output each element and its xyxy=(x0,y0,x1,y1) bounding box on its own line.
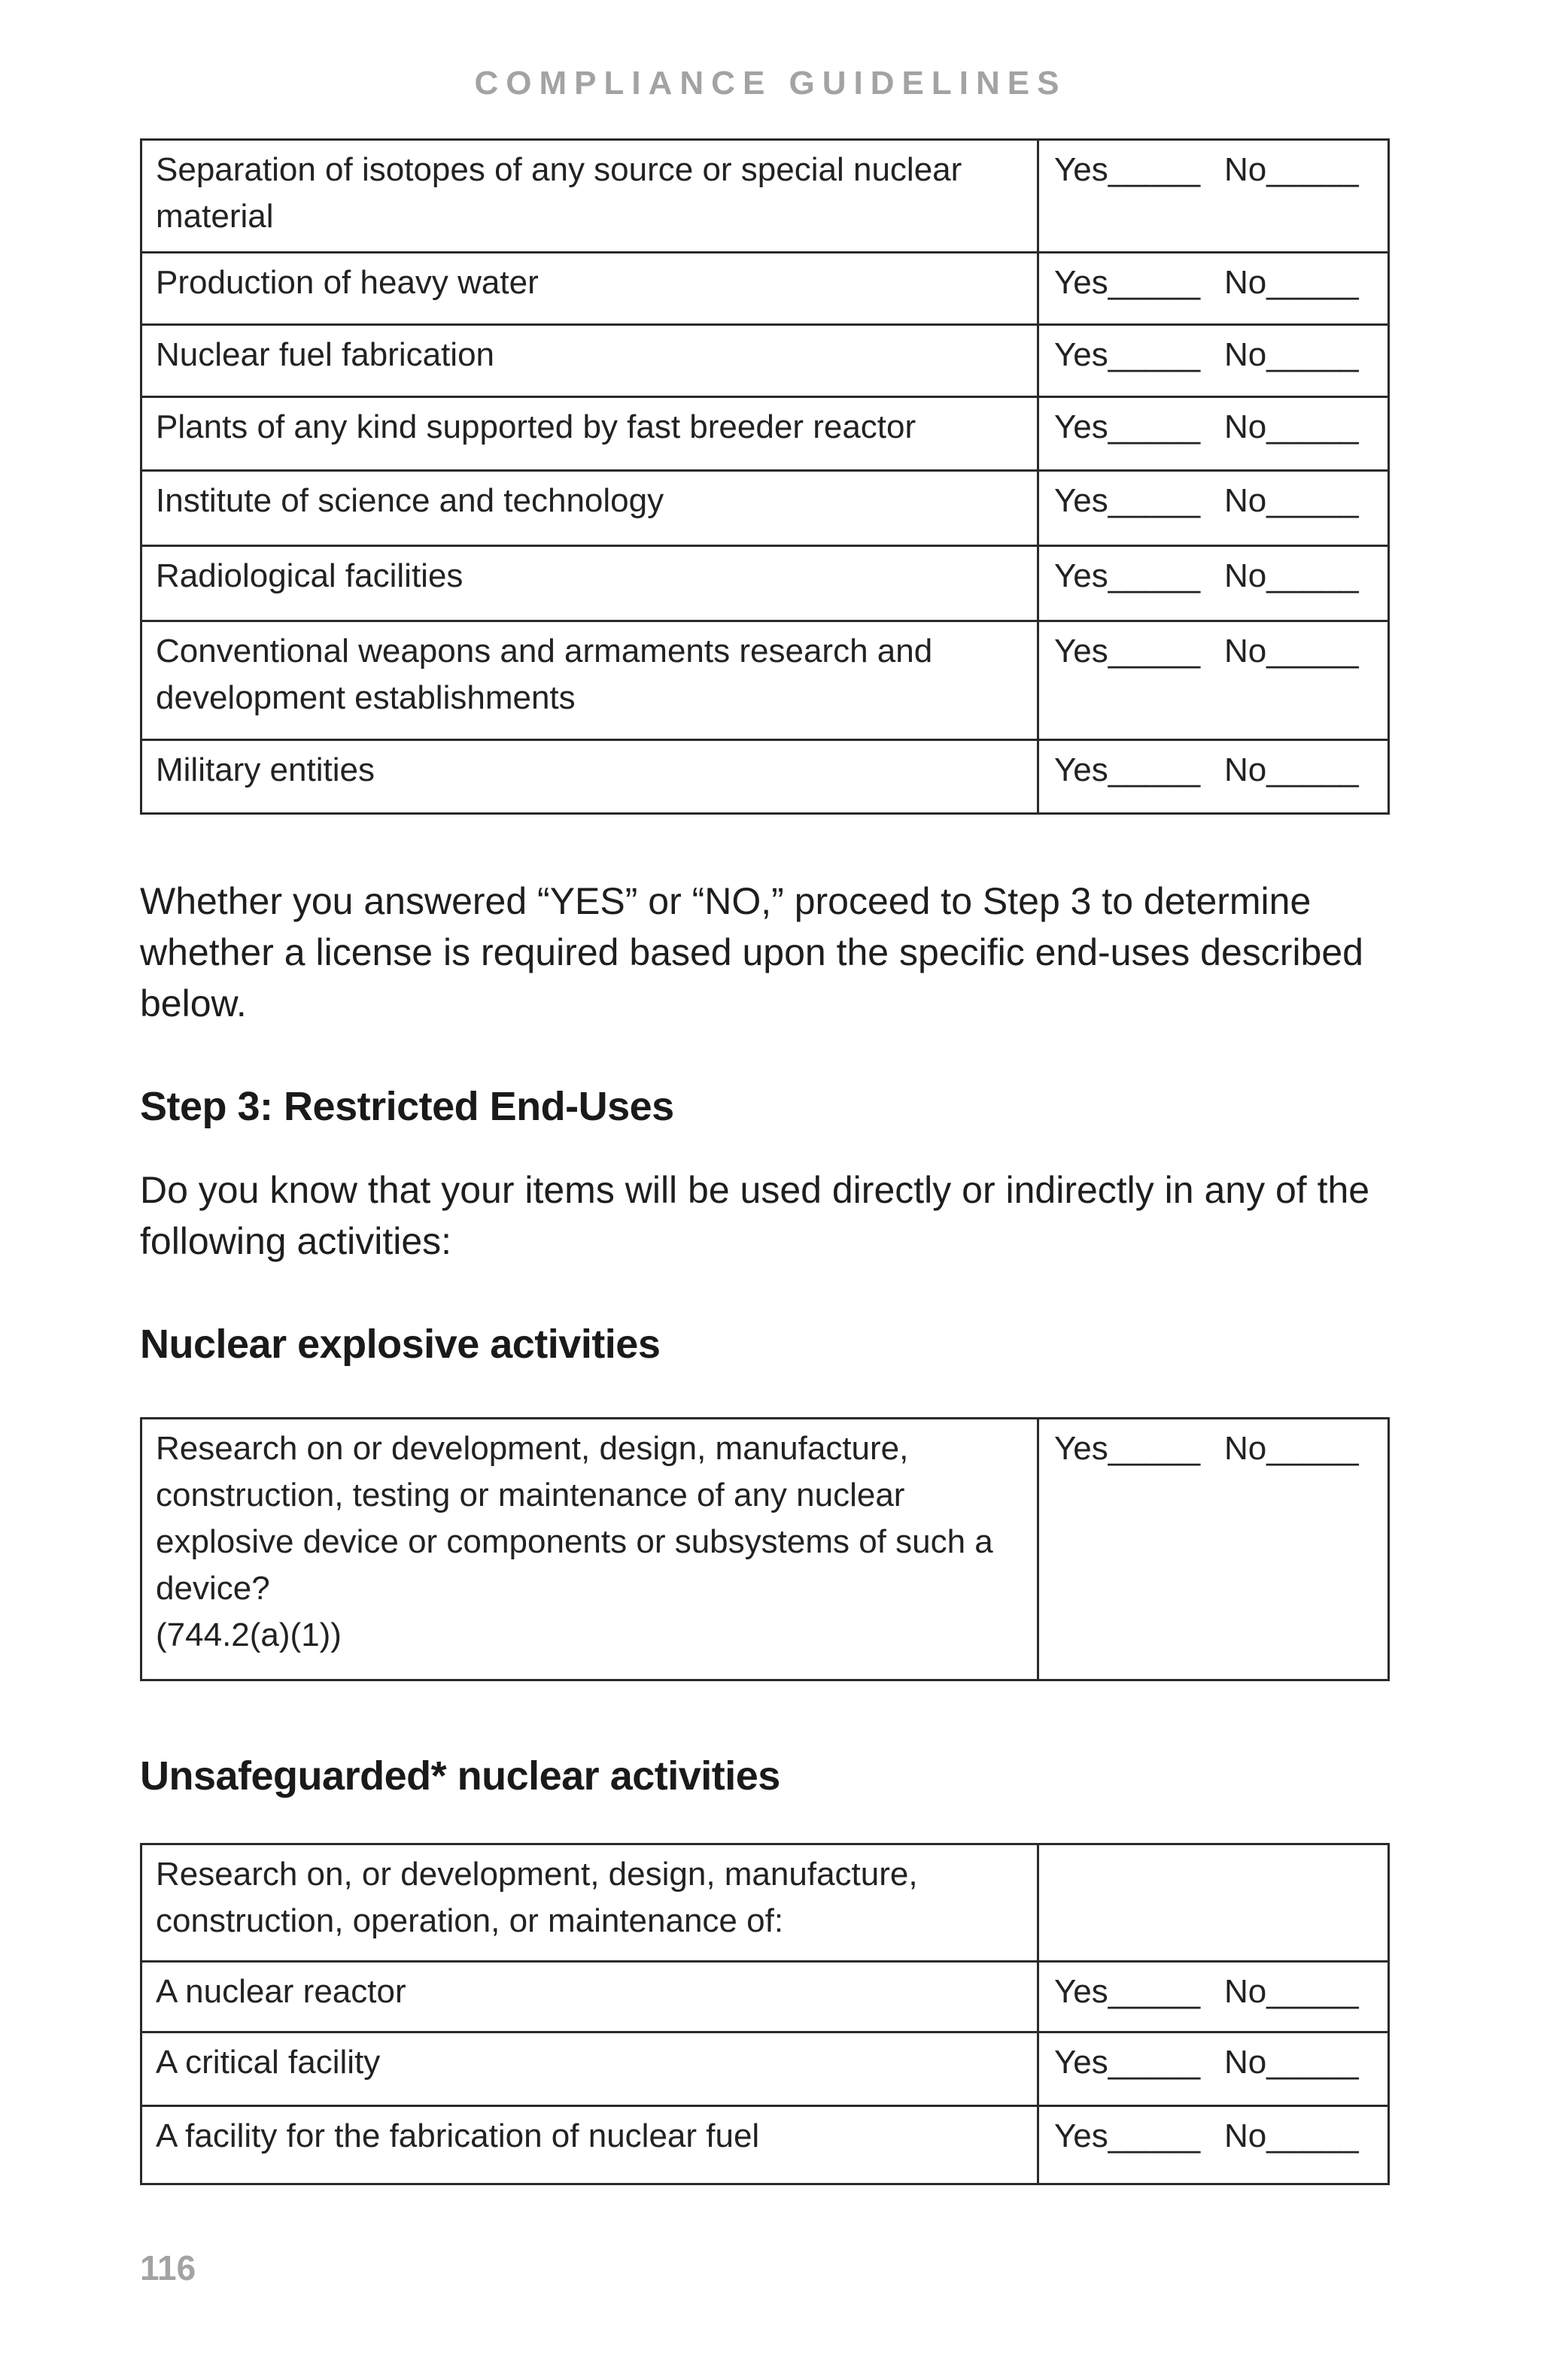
unsafeguarded-heading: Unsafeguarded* nuclear activities xyxy=(140,1753,780,1799)
yes-option[interactable]: Yes_____ xyxy=(1054,751,1201,788)
row-question xyxy=(141,1419,1038,1680)
yes-option[interactable]: Yes_____ xyxy=(1054,557,1201,594)
yes-no-cell xyxy=(1038,397,1389,471)
row-question: A critical facility xyxy=(141,2032,1038,2106)
yes-no-cell xyxy=(1038,2032,1389,2106)
step3-heading: Step 3: Restricted End-Uses xyxy=(140,1084,674,1129)
yes-option[interactable]: Yes_____ xyxy=(1054,633,1201,669)
table-row xyxy=(141,1844,1389,1962)
no-option[interactable]: No_____ xyxy=(1224,2044,1359,2081)
row-question: Institute of science and technology xyxy=(141,471,1038,546)
running-header: COMPLIANCE GUIDELINES xyxy=(474,65,1067,102)
nuclear-explosive-table xyxy=(140,1417,1390,1681)
row-question: Conventional weapons and armaments research and development establishments xyxy=(141,621,1038,740)
regulation-reference: (744.2(a)(1)) xyxy=(156,1617,342,1653)
table-row xyxy=(141,471,1389,546)
no-option[interactable]: No_____ xyxy=(1224,557,1359,594)
facility-checklist-table xyxy=(140,138,1390,815)
table-row xyxy=(141,140,1389,253)
yes-option[interactable]: Yes_____ xyxy=(1054,336,1201,373)
table-row xyxy=(141,253,1389,325)
row-question: Separation of isotopes of any source or special nuclear material xyxy=(141,140,1038,253)
question-text: Research on or development, design, manufacture, construction, testing or maintenance of any nuclear explosive device or components or subsystems of such a device? xyxy=(156,1430,993,1607)
no-option[interactable]: No_____ xyxy=(1224,633,1359,669)
row-question: Military entities xyxy=(141,740,1038,814)
nuclear-explosive-heading: Nuclear explosive activities xyxy=(140,1322,661,1367)
row-question: Production of heavy water xyxy=(141,253,1038,325)
yes-no-cell xyxy=(1038,253,1389,325)
row-question: A nuclear reactor xyxy=(141,1962,1038,2032)
yes-option[interactable]: Yes_____ xyxy=(1054,151,1201,188)
yes-no-cell xyxy=(1038,325,1389,397)
yes-option[interactable]: Yes_____ xyxy=(1054,408,1201,445)
page-number: 116 xyxy=(140,2248,196,2287)
table-row xyxy=(141,740,1389,814)
table-row xyxy=(141,397,1389,471)
yes-option[interactable]: Yes_____ xyxy=(1054,1430,1201,1467)
no-option[interactable]: No_____ xyxy=(1224,151,1359,188)
table-row xyxy=(141,621,1389,740)
row-question: A facility for the fabrication of nuclear fuel xyxy=(141,2106,1038,2184)
empty-answer-cell xyxy=(1038,1844,1389,1962)
table-row xyxy=(141,546,1389,621)
no-option[interactable]: No_____ xyxy=(1224,751,1359,788)
table-row xyxy=(141,1962,1389,2032)
table-row xyxy=(141,2032,1389,2106)
yes-option[interactable]: Yes_____ xyxy=(1054,1973,1201,2010)
yes-no-cell xyxy=(1038,1419,1389,1680)
yes-no-cell xyxy=(1038,471,1389,546)
row-question: Research on, or development, design, manufacture, construction, operation, or maintenance of: xyxy=(141,1844,1038,1962)
proceed-paragraph: Whether you answered “YES” or “NO,” proceed to Step 3 to determine whether a license is required based upon the specific end-uses described below. xyxy=(140,880,1363,1025)
yes-option[interactable]: Yes_____ xyxy=(1054,482,1201,519)
table-row xyxy=(141,1419,1389,1680)
row-question: Nuclear fuel fabrication xyxy=(141,325,1038,397)
no-option[interactable]: No_____ xyxy=(1224,1973,1359,2010)
row-question: Radiological facilities xyxy=(141,546,1038,621)
table-row xyxy=(141,325,1389,397)
no-option[interactable]: No_____ xyxy=(1224,1430,1359,1467)
yes-no-cell xyxy=(1038,546,1389,621)
step3-intro: Do you know that your items will be used directly or indirectly in any of the following activities: xyxy=(140,1169,1370,1262)
no-option[interactable]: No_____ xyxy=(1224,408,1359,445)
yes-no-cell xyxy=(1038,2106,1389,2184)
table-row xyxy=(141,2106,1389,2184)
yes-option[interactable]: Yes_____ xyxy=(1054,264,1201,301)
unsafeguarded-table xyxy=(140,1843,1390,2185)
yes-no-cell xyxy=(1038,621,1389,740)
no-option[interactable]: No_____ xyxy=(1224,482,1359,519)
yes-option[interactable]: Yes_____ xyxy=(1054,2117,1201,2154)
yes-no-cell xyxy=(1038,140,1389,253)
no-option[interactable]: No_____ xyxy=(1224,336,1359,373)
yes-option[interactable]: Yes_____ xyxy=(1054,2044,1201,2081)
row-question: Plants of any kind supported by fast breeder reactor xyxy=(141,397,1038,471)
no-option[interactable]: No_____ xyxy=(1224,2117,1359,2154)
yes-no-cell xyxy=(1038,740,1389,814)
yes-no-cell xyxy=(1038,1962,1389,2032)
no-option[interactable]: No_____ xyxy=(1224,264,1359,301)
